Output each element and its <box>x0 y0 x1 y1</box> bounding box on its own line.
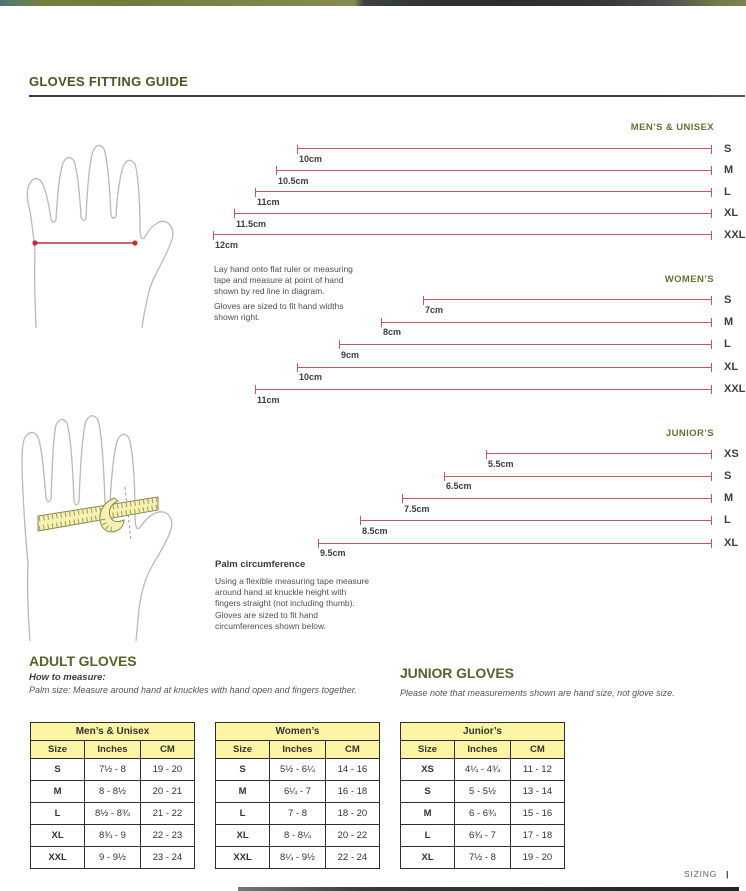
ruler-size-label: L <box>724 338 731 351</box>
size-table-column-header: Inches <box>455 741 511 759</box>
ruler-size-label: L <box>724 514 731 527</box>
hand-outline <box>27 145 173 328</box>
size-table-column-header: Size <box>216 741 270 759</box>
size-table-cell: S <box>31 759 85 781</box>
how-to-measure-text: Palm size: Measure around hand at knuckles with hand open and fingers together. <box>29 685 357 695</box>
size-table-row <box>216 781 380 803</box>
size-table-row <box>216 803 380 825</box>
size-table-title: Junior’s <box>401 723 565 741</box>
size-table-title: Men’s & Unisex <box>31 723 195 741</box>
ruler-line <box>423 296 712 305</box>
size-table-cell: 13 - 14 <box>510 781 564 803</box>
size-table-cell: M <box>31 781 85 803</box>
footer-sizing-label <box>684 869 729 879</box>
size-table-column-header: CM <box>325 741 379 759</box>
measure-dot-left <box>32 240 37 245</box>
size-table-cell: L <box>401 825 455 847</box>
size-table-cell: XL <box>401 847 455 869</box>
size-table-title-row <box>401 723 565 741</box>
size-table-cell: 8¼ - 9½ <box>270 847 326 869</box>
size-table-column-header: Size <box>31 741 85 759</box>
size-table-cell: M <box>401 803 455 825</box>
size-table-cell: 18 - 20 <box>325 803 379 825</box>
size-table-cell: S <box>401 781 455 803</box>
ruler-cm-label: 8.5cm <box>362 525 388 536</box>
photo-strip <box>0 0 746 6</box>
junior-gloves-title: JUNIOR GLOVES <box>400 665 514 681</box>
ruler-line <box>234 209 712 218</box>
ruler-line <box>213 231 712 240</box>
size-table-cell: 5½ - 6¼ <box>270 759 326 781</box>
measuring-tape <box>38 497 158 531</box>
size-table-cell: 19 - 20 <box>140 759 194 781</box>
title-rule <box>29 95 745 97</box>
size-table-column-header: CM <box>140 741 194 759</box>
ruler-line <box>297 363 712 372</box>
ruler-cm-label: 8cm <box>383 327 402 338</box>
footer-sizing-text: SIZING <box>684 869 718 879</box>
size-table-header-row <box>31 741 195 759</box>
page-title: GLOVES FITTING GUIDE <box>29 74 189 89</box>
size-table-row <box>216 825 380 847</box>
size-table-row <box>31 825 195 847</box>
ruler-size-label: S <box>724 469 732 482</box>
size-table-cell: 8¾ - 9 <box>85 825 141 847</box>
size-table-header-row <box>216 741 380 759</box>
ruler-group-label: WOMEN’S <box>664 274 714 285</box>
size-table-cell: 5 - 5½ <box>455 781 511 803</box>
ruler-cm-label: 12cm <box>215 240 239 250</box>
ruler-line <box>297 145 712 154</box>
size-table-cell: 17 - 18 <box>510 825 564 847</box>
size-table-row <box>31 803 195 825</box>
size-table-cell: 14 - 16 <box>325 759 379 781</box>
size-table-cell: XXL <box>31 847 85 869</box>
bottom-bar <box>238 887 739 891</box>
measure-dot-right <box>132 240 137 245</box>
ruler-size-label: XXL <box>724 228 746 241</box>
ruler-line <box>486 450 712 459</box>
palm-circumference-diagram <box>8 413 203 641</box>
size-table <box>30 722 195 869</box>
ruler-cm-label: 9cm <box>341 349 360 360</box>
size-table-cell: 9 - 9½ <box>85 847 141 869</box>
ruler-line <box>276 166 712 175</box>
junior-gloves-note: Please note that measurements shown are hand size, not glove size. <box>400 688 675 698</box>
size-table-row <box>31 781 195 803</box>
size-table-cell: 16 - 18 <box>325 781 379 803</box>
size-table-cell: XXL <box>216 847 270 869</box>
ruler-size-label: M <box>724 492 734 505</box>
ruler-line <box>255 385 712 394</box>
ruler-cm-label: 10.5cm <box>278 175 309 186</box>
size-table-row <box>216 847 380 869</box>
size-table-cell: 4¼ - 4¾ <box>455 759 511 781</box>
size-table-cell: 19 - 20 <box>510 847 564 869</box>
palm-circumference-heading: Palm circumference <box>215 559 306 570</box>
ruler-cm-label: 7cm <box>425 305 444 315</box>
ruler-size-label: XL <box>724 536 739 549</box>
size-table-cell: 20 - 22 <box>325 825 379 847</box>
size-table-cell: 7 - 8 <box>270 803 326 825</box>
size-table-cell: XS <box>401 759 455 781</box>
ruler-line <box>444 472 712 481</box>
ruler-cm-label: 5.5cm <box>488 459 514 469</box>
size-table-row <box>401 847 565 869</box>
size-table-row <box>401 803 565 825</box>
ruler-size-label: L <box>724 185 731 198</box>
size-table-row <box>401 781 565 803</box>
ruler-cm-label: 9.5cm <box>320 548 346 559</box>
ruler-size-label: M <box>724 164 734 176</box>
ruler-cm-label: 11cm <box>257 197 280 207</box>
ruler-cm-label: 6.5cm <box>446 481 472 492</box>
ruler-cm-label: 11cm <box>257 394 280 405</box>
size-table-cell: 7½ - 8 <box>85 759 141 781</box>
size-table-cell: 21 - 22 <box>140 803 194 825</box>
size-table-cell: S <box>216 759 270 781</box>
ruler-size-label: XL <box>724 207 739 219</box>
size-table-column-header: Size <box>401 741 455 759</box>
size-table-row <box>31 847 195 869</box>
size-table-cell: 23 - 24 <box>140 847 194 869</box>
hand-width-diagram <box>22 113 187 328</box>
size-table-cell: 6 - 6¾ <box>455 803 511 825</box>
how-to-measure-label: How to measure: <box>29 672 106 683</box>
size-table-row <box>216 759 380 781</box>
ruler-line <box>318 539 712 548</box>
size-table-cell: 8½ - 8¾ <box>85 803 141 825</box>
size-table-cell: XL <box>216 825 270 847</box>
size-table <box>215 722 380 869</box>
size-table-row <box>401 759 565 781</box>
size-table-cell: 11 - 12 <box>510 759 564 781</box>
size-table-title: Women’s <box>216 723 380 741</box>
ruler-cm-label: 10cm <box>299 372 323 383</box>
ruler-size-label: XXL <box>724 383 746 396</box>
size-table-cell: 15 - 16 <box>510 803 564 825</box>
size-table-row <box>31 759 195 781</box>
ruler-line <box>402 494 712 503</box>
size-table-cell: 6¼ - 7 <box>270 781 326 803</box>
size-table-cell: 6¾ - 7 <box>455 825 511 847</box>
size-table-column-header: CM <box>510 741 564 759</box>
size-table-title-row <box>31 723 195 741</box>
size-table-cell: M <box>216 781 270 803</box>
size-table-cell: 8 - 8¼ <box>270 825 326 847</box>
ruler-line <box>255 188 712 197</box>
ruler-size-label: XS <box>724 447 739 460</box>
size-table-column-header: Inches <box>85 741 141 759</box>
ruler-size-label: XL <box>724 360 739 373</box>
size-table-cell: 8 - 8½ <box>85 781 141 803</box>
size-table-cell: 7½ - 8 <box>455 847 511 869</box>
ruler-group-label: MEN’S & UNISEX <box>630 122 714 133</box>
ruler-cm-label: 11.5cm <box>236 218 267 229</box>
ruler-size-label: S <box>724 293 732 306</box>
ruler-cm-label: 7.5cm <box>404 503 430 514</box>
palm-instructions-2: Gloves are sized to fit hand circumferences shown below. <box>215 610 327 632</box>
ruler-size-label: M <box>724 315 734 328</box>
ruler-cm-label: 10cm <box>299 154 323 164</box>
size-table-cell: XL <box>31 825 85 847</box>
palm-instructions-1: Using a flexible measuring tape measure around hand at knuckle height with fingers straight (not including thumb). <box>215 576 370 609</box>
size-table-cell: 22 - 23 <box>140 825 194 847</box>
ruler-line <box>360 516 712 525</box>
ruler-size-label: S <box>724 142 732 155</box>
width-instructions-2: Gloves are sized to fit hand widths shown right. <box>214 301 344 323</box>
ruler-group-label: JUNIOR’S <box>665 428 714 439</box>
size-table-cell: 20 - 21 <box>140 781 194 803</box>
size-table <box>400 722 565 869</box>
size-table-title-row <box>216 723 380 741</box>
ruler-line <box>339 340 712 349</box>
width-instructions-1: Lay hand onto flat ruler or measuring tape and measure at point of hand shown by red line in diagram. <box>214 264 353 297</box>
size-table-header-row <box>401 741 565 759</box>
size-table-cell: L <box>216 803 270 825</box>
ruler-line <box>381 318 712 327</box>
size-table-cell: L <box>31 803 85 825</box>
size-table-row <box>401 825 565 847</box>
adult-gloves-title: ADULT GLOVES <box>29 653 137 669</box>
size-table-cell: 22 - 24 <box>325 847 379 869</box>
footer-divider: | <box>726 869 730 879</box>
size-table-column-header: Inches <box>270 741 326 759</box>
